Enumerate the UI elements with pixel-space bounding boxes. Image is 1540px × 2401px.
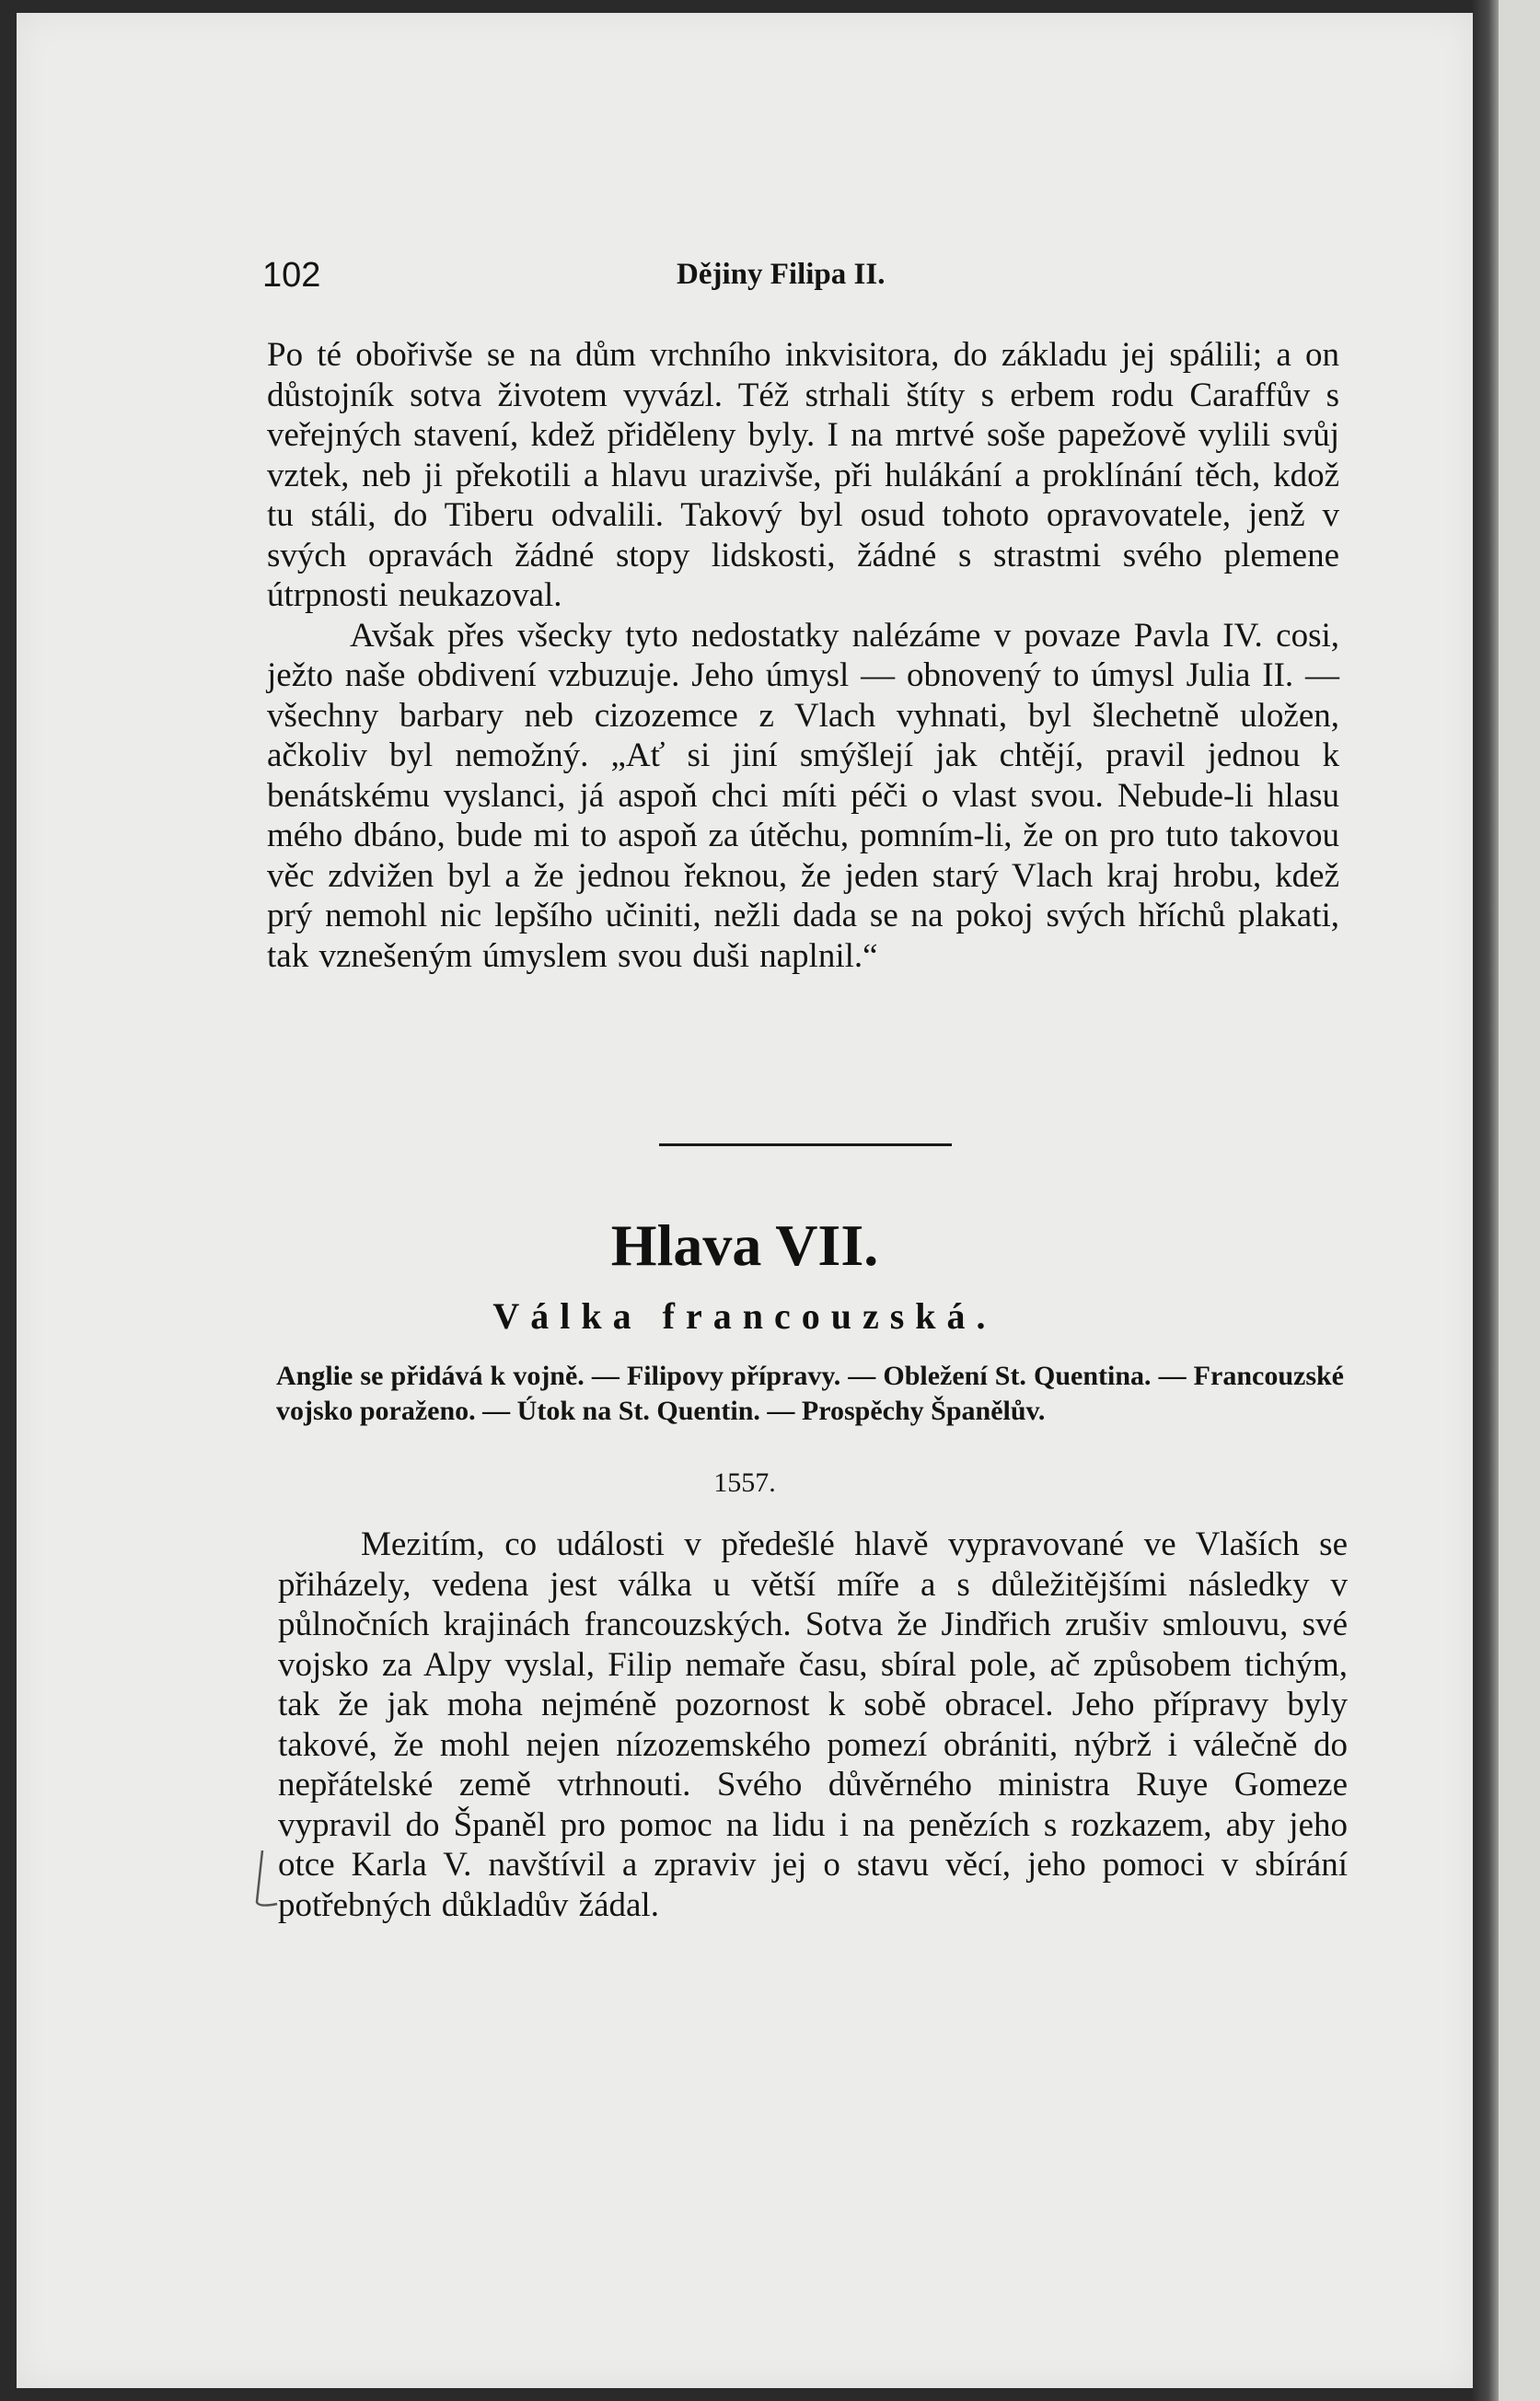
pencil-margin-mark [249,1847,283,1911]
paragraph: Mezitím, co události v předešlé hlavě vypravované ve Vlaších se přiházely, vedena jest válka u větší míře a s důležitějšími následky v půlnočních krajinách francouzských. Sotva že Jindřich zrušiv smlouvu, své vojsko za Alpy vyslal, Filip nemaře času, sbíral pole, ač způsobem tichým, tak že jak moha nejméně pozornost k sobě obracel. Jeho přípravy byly takové, že mohl nejen nízozemského pomezí obrániti, nýbrž i válečně do nepřátelské země vtrhnouti. Svého důvěrného ministra Ruye Gomeze vypravil do Španěl pro pomoc na lidu i na penězích s rozkazem, aby jeho otce Karla V. navštívil a zpraviv jej o stavu věcí, jeho pomoci v sbírání potřebných důkladův žádal. [278,1525,1348,1924]
paragraph: Po té obořivše se na dům vrchního inkvisitora, do základu jej spálili; a on důstojník sotva životem vyvázl. Též strhali štíty s erbem rodu Caraffův s veřejných stavení, kdež přiděleny byly. I na mrtvé soše papežově vylili svůj vztek, neb ji překotili a hlavu urazivše, při hulákání a proklínání těch, kdož tu stáli, do Tiberu odvalili. Takový byl osud tohoto opravovatele, jenž v svých opravách žádné stopy lidskosti, žádné s strastmi svého plemene útrpnosti neukazoval. [267,336,1339,614]
page-edge [1473,0,1540,2401]
bottom-text-block [278,1525,1348,1925]
top-text-block [267,335,1339,976]
chapter-summary: Anglie se přidává k vojně. — Filipovy přípravy. — Obležení St. Quentina. — Francouzské vojsko poraženo. — Útok na St. Quentin. — Prospěchy Španělův. [276,1361,1344,1426]
page-header [244,254,1358,309]
chapter-subtitle: Válka francouzská. [492,1295,997,1337]
section-divider [659,1143,952,1146]
running-head: Dějiny Filipa II. [677,258,886,291]
chapter-title: Hlava VII. [610,1212,879,1278]
binding-shadow [1473,0,1499,2401]
paragraph: Avšak přes všecky tyto nedostatky nalézáme v povaze Pavla IV. cosi, ježto naše obdivení vzbuzuje. Jeho úmysl — obnovený to úmysl Julia II. — všechny barbary neb cizozemce z Vlach vyhnati, byl šlechetně uložen, ačkoliv byl nemožný. „Ať si jiní smýšlejí jak chtějí, pravil jednou k benátskému vyslanci, já aspoň chci míti péči o vlast svou. Nebude-li hlasu mého dbáno, bude mi to aspoň za útěchu, pomním-li, že on pro tuto takovou věc zdvižen byl a že jednou řeknou, že jeden starý Vlach kraj hrobu, kdež prý nemohl nic lepšího učiniti, nežli dada se na pokoj svých hříchů plakati, tak vznešeným úmyslem svou duši naplnil.“ [267,616,1339,975]
chapter-year: 1557. [713,1467,776,1498]
book-page [17,13,1473,2388]
page-number: 102 [262,256,321,295]
